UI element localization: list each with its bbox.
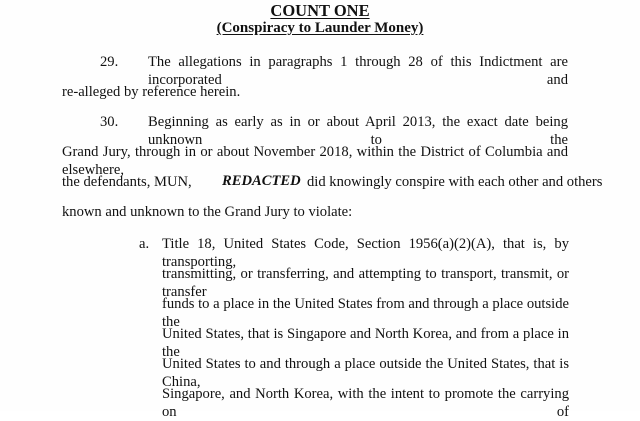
paragraph-29-number: 29. bbox=[100, 54, 119, 70]
subparagraph-a-line-5: United States to and through a place outside the United States, that is China, bbox=[162, 356, 569, 390]
paragraph-30-line-1: Beginning as early as in or about April 2013, the exact date being unknown to the bbox=[148, 114, 568, 148]
count-subtitle: (Conspiracy to Launder Money) bbox=[216, 20, 424, 36]
paragraph-30-line-3-start: the defendants, MUN, bbox=[62, 174, 192, 190]
count-heading: COUNT ONE bbox=[270, 1, 370, 20]
paragraph-29-line-1: The allegations in paragraphs 1 through 28 of this Indictment are incorporated and bbox=[148, 54, 568, 88]
subparagraph-a-line-1: Title 18, United States Code, Section 1956(a)(2)(A), that is, by transporting, bbox=[162, 236, 569, 270]
paragraph-30-number: 30. bbox=[100, 114, 119, 130]
redacted-name: REDACTED bbox=[222, 173, 301, 189]
paragraph-30-line-2: Grand Jury, through in or about November 2018, within the District of Columbia and elsewhere, bbox=[62, 144, 568, 178]
subparagraph-a-label: a. bbox=[139, 236, 150, 252]
subparagraph-a-line-4: United States, that is Singapore and North Korea, and from a place in the bbox=[162, 326, 569, 360]
paragraph-30-line-3-end: did knowingly conspire with each other and others bbox=[307, 174, 603, 190]
subparagraph-a-line-6: Singapore, and North Korea, with the intent to promote the carrying on of bbox=[162, 386, 569, 420]
subparagraph-a-line-3: funds to a place in the United States from and through a place outside the bbox=[162, 296, 569, 330]
subparagraph-a-line-2: transmitting, or transferring, and attempting to transport, transmit, or transfer bbox=[162, 266, 569, 300]
paragraph-29-line-2: re-alleged by reference herein. bbox=[62, 84, 241, 100]
paragraph-30-line-4: known and unknown to the Grand Jury to violate: bbox=[62, 204, 353, 220]
